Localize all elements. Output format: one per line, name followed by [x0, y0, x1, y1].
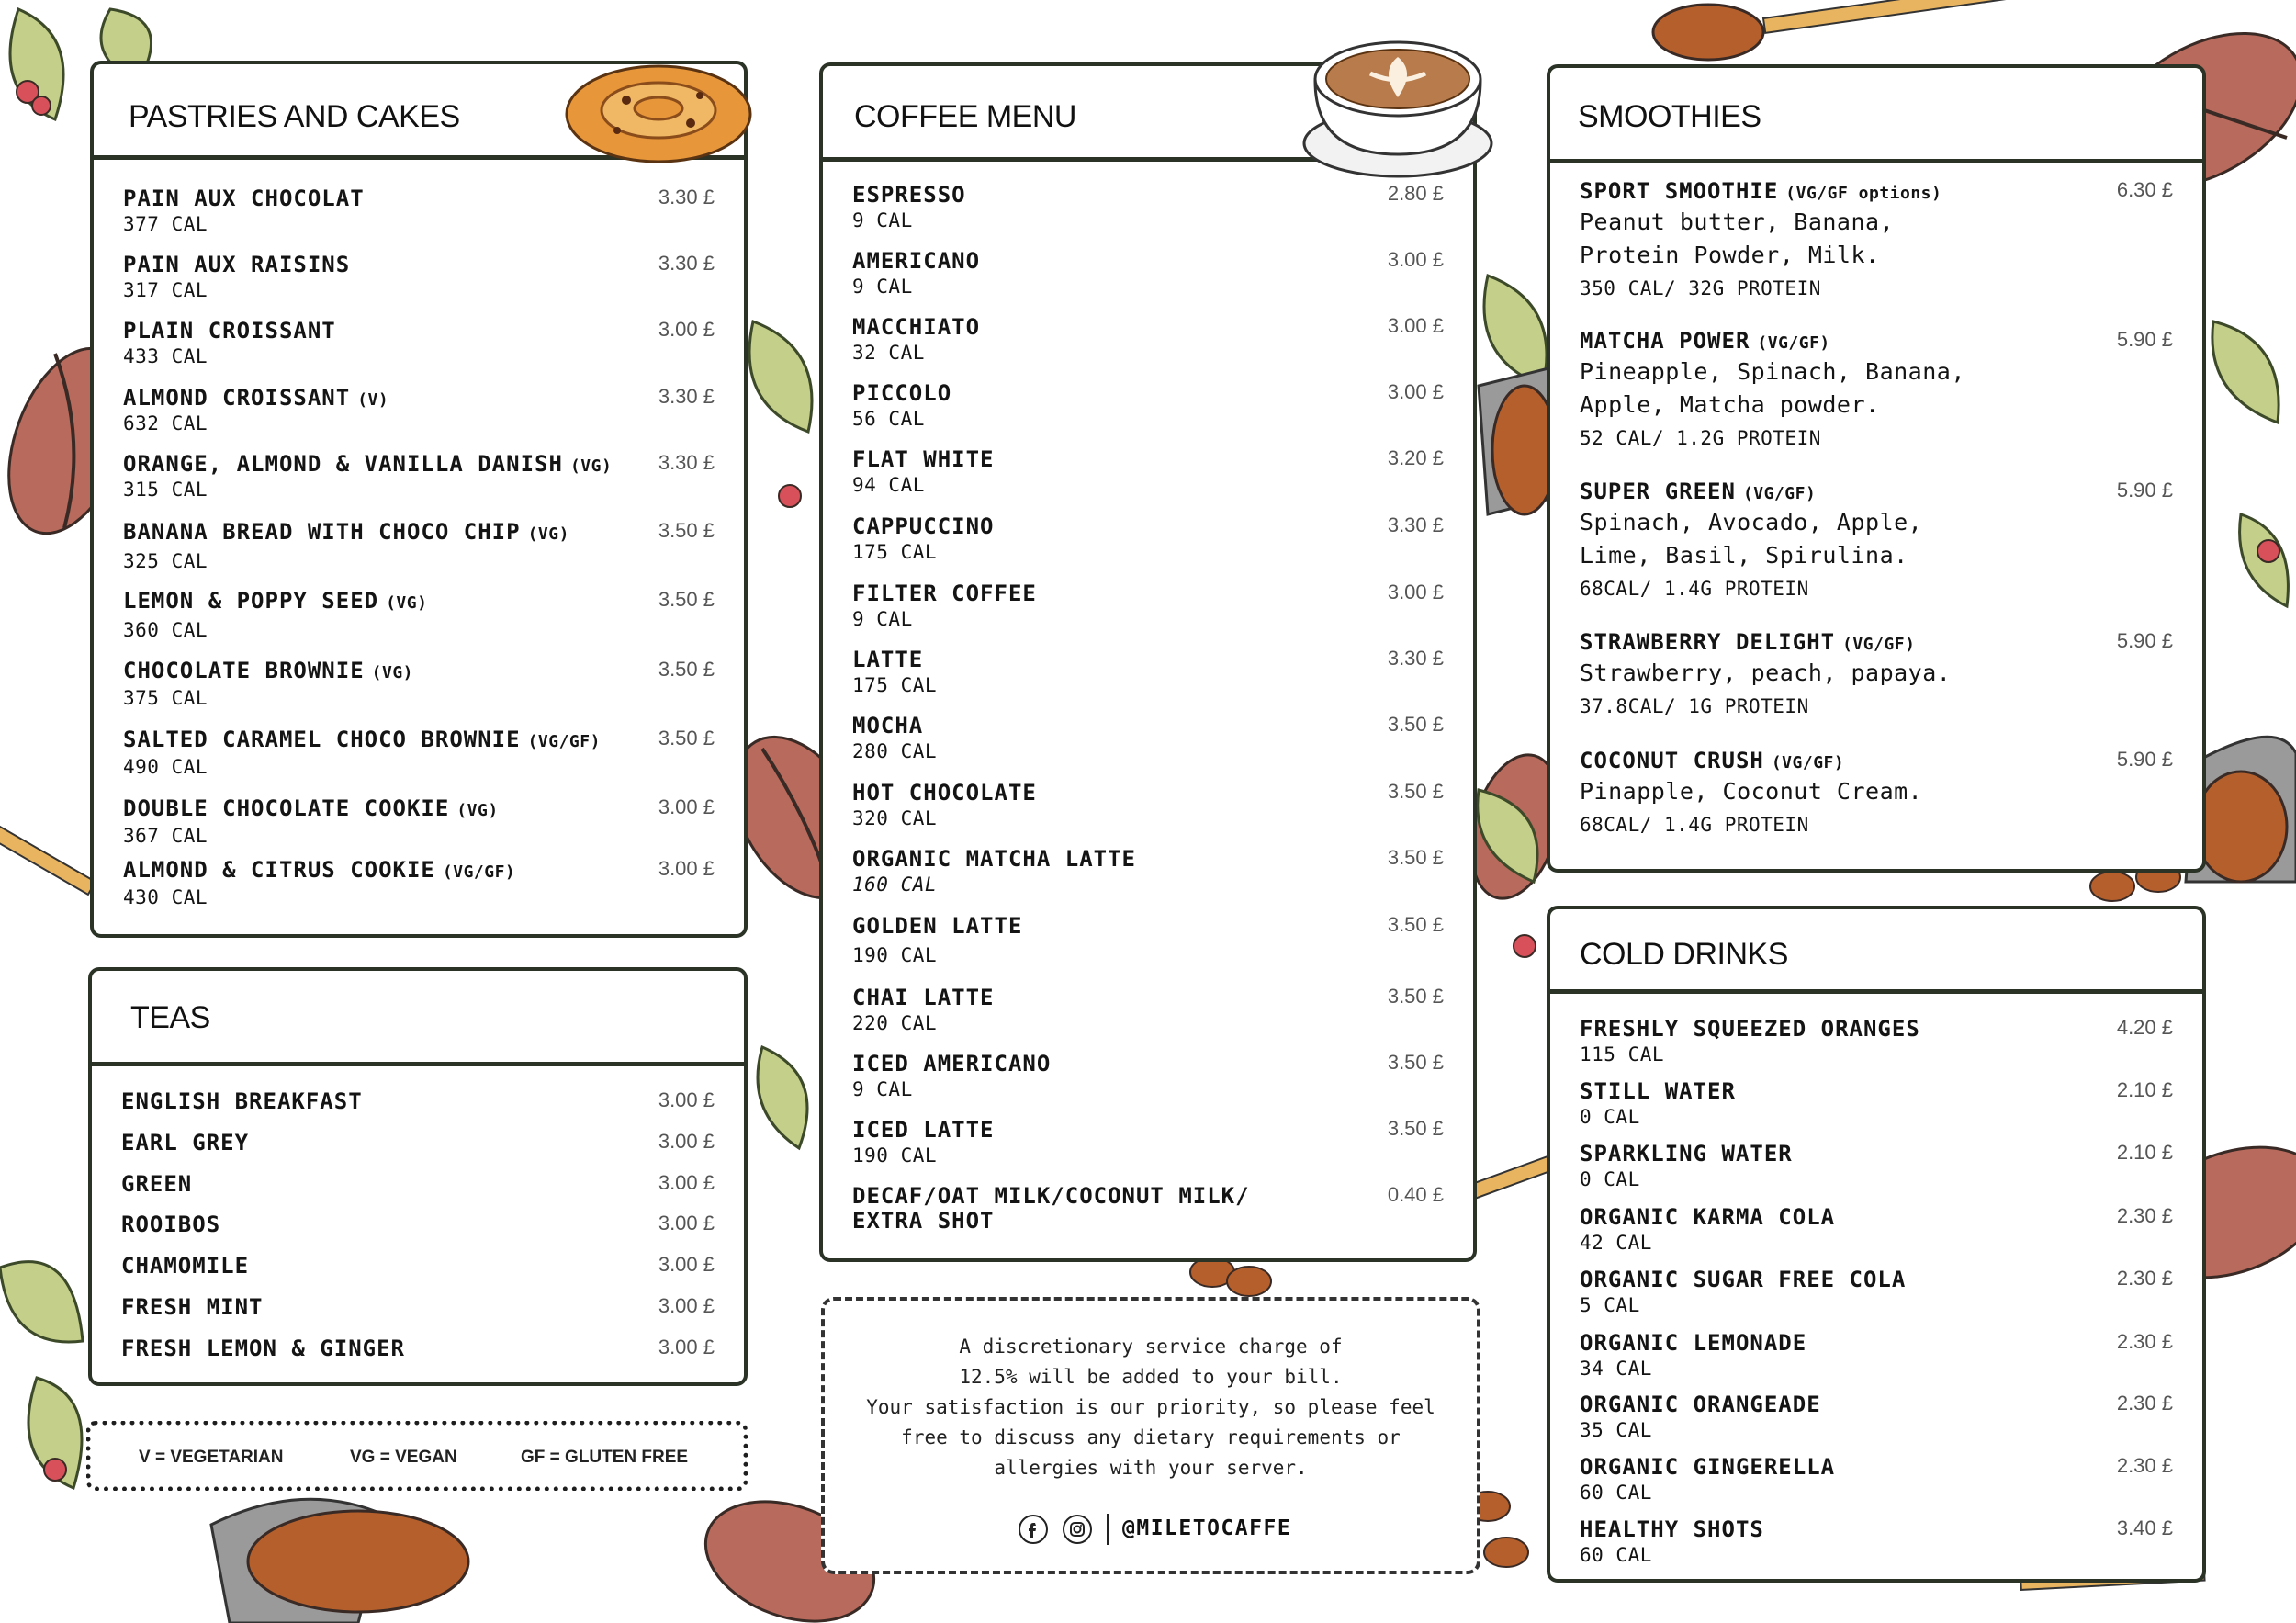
- item-tag: (VG/GF): [1757, 333, 1830, 353]
- item-price: 2.30 £: [2116, 1204, 2173, 1227]
- item-name: MOCHA: [852, 713, 924, 738]
- item-price: 2.30 £: [2116, 1454, 2173, 1477]
- item-price: 3.30 £: [658, 451, 715, 474]
- item-name: SUPER GREEN: [1580, 479, 1736, 504]
- social-handle[interactable]: @MILETOCAFFE: [1122, 1516, 1292, 1540]
- item-nutrition: 37.8CAL/ 1G PROTEIN: [1580, 695, 1809, 717]
- item-calories: 56 CAL: [852, 408, 925, 430]
- item-name: MATCHA POWER: [1580, 328, 1750, 354]
- item-calories: 375 CAL: [123, 687, 208, 709]
- item-name: MACCHIATO: [852, 314, 981, 340]
- item-nutrition: 52 CAL/ 1.2G PROTEIN: [1580, 427, 1821, 449]
- item-price: 3.30 £: [658, 252, 715, 275]
- item-name: LEMON & POPPY SEED: [123, 588, 379, 614]
- item-tag: (VG): [456, 801, 499, 820]
- service-notice: [821, 1297, 1480, 1574]
- item-calories: 632 CAL: [123, 412, 208, 434]
- item-price: 2.10 £: [2116, 1078, 2173, 1101]
- item-calories: 5 CAL: [1580, 1294, 1640, 1316]
- teas-panel: [88, 967, 748, 1386]
- item-price: 2.30 £: [2116, 1267, 2173, 1290]
- item-tag: (VG/GF): [1742, 484, 1817, 503]
- smoothies-panel: [1547, 64, 2206, 873]
- item-nutrition: 68CAL/ 1.4G PROTEIN: [1580, 578, 1809, 600]
- item-name: SALTED CARAMEL CHOCO BROWNIE: [123, 727, 521, 752]
- item-price: 3.50 £: [1387, 985, 1444, 1008]
- dietary-legend: [86, 1421, 748, 1491]
- item-price: 3.30 £: [1387, 647, 1444, 670]
- item-price: 3.00 £: [1387, 380, 1444, 403]
- item-name: PAIN AUX RAISINS: [123, 252, 351, 277]
- item-name: ORANGE, ALMOND & VANILLA DANISH: [123, 451, 563, 477]
- item-price: 2.30 £: [2116, 1330, 2173, 1353]
- instagram-icon[interactable]: [1062, 1514, 1093, 1545]
- notice-line: free to discuss any dietary requirements or: [901, 1426, 1401, 1448]
- item-calories: 433 CAL: [123, 345, 208, 367]
- item-calories: 317 CAL: [123, 279, 208, 301]
- item-calories: 9 CAL: [852, 209, 913, 231]
- item-price: 3.50 £: [1387, 713, 1444, 736]
- item-price: 3.30 £: [1387, 513, 1444, 536]
- item-name: ALMOND & CITRUS COOKIE: [123, 857, 435, 883]
- cold-drinks-title: COLD DRINKS: [1580, 937, 1788, 972]
- item-price: 3.00 £: [658, 318, 715, 341]
- item-name: DECAF/OAT MILK/COCONUT MILK/: [852, 1183, 1250, 1209]
- item-tag: (VG): [527, 524, 569, 544]
- item-price: 2.10 £: [2116, 1141, 2173, 1164]
- item-tag: (VG/GF): [1842, 635, 1916, 654]
- item-price: 2.80 £: [1387, 182, 1444, 205]
- item-name: CHOCOLATE BROWNIE: [123, 658, 365, 683]
- item-calories: 367 CAL: [123, 825, 208, 847]
- item-calories: 280 CAL: [852, 740, 938, 762]
- item-nutrition: 68CAL/ 1.4G PROTEIN: [1580, 814, 1809, 836]
- item-price: 3.00 £: [658, 1253, 715, 1276]
- item-price: 3.00 £: [658, 795, 715, 818]
- item-name: ORGANIC KARMA COLA: [1580, 1204, 1836, 1230]
- item-price: 3.50 £: [658, 588, 715, 611]
- item-name: AMERICANO: [852, 248, 981, 274]
- item-name: GREEN: [121, 1171, 193, 1197]
- pastries-panel: [90, 61, 748, 938]
- item-calories: 9 CAL: [852, 608, 913, 630]
- item-name: COCONUT CRUSH: [1580, 748, 1764, 773]
- item-calories: 377 CAL: [123, 213, 208, 235]
- coffee-title: COFFEE MENU: [854, 99, 1076, 134]
- item-price: 3.50 £: [1387, 846, 1444, 869]
- item-price: 3.50 £: [1387, 780, 1444, 803]
- item-tag: (V): [357, 390, 389, 410]
- item-name: ENGLISH BREAKFAST: [121, 1088, 363, 1114]
- item-name: PICCOLO: [852, 380, 952, 406]
- item-name: CHAMOMILE: [121, 1253, 250, 1279]
- item-name: ICED AMERICANO: [852, 1051, 1052, 1076]
- item-calories: 9 CAL: [852, 1078, 913, 1100]
- item-calories: 160 CAL: [852, 873, 938, 896]
- item-calories: 220 CAL: [852, 1012, 938, 1034]
- item-name: HOT CHOCOLATE: [852, 780, 1037, 806]
- item-price: 3.50 £: [1387, 1051, 1444, 1074]
- notice-line: Your satisfaction is our priority, so please feel: [866, 1396, 1435, 1418]
- item-calories: 35 CAL: [1580, 1419, 1652, 1441]
- notice-line: 12.5% will be added to your bill.: [959, 1366, 1343, 1388]
- item-description: Peanut butter, Banana,: [1580, 209, 1895, 235]
- item-calories: 315 CAL: [123, 479, 208, 501]
- item-calories: 175 CAL: [852, 541, 938, 563]
- item-name: SPORT SMOOTHIE: [1580, 178, 1779, 204]
- item-calories: 0 CAL: [1580, 1106, 1640, 1128]
- item-calories: 360 CAL: [123, 619, 208, 641]
- coffee-header: [823, 66, 1473, 162]
- item-name: ORGANIC GINGERELLA: [1580, 1454, 1836, 1480]
- item-tag: (VG/GF): [527, 732, 601, 751]
- item-name: ROOIBOS: [121, 1212, 221, 1237]
- item-price: 3.50 £: [658, 658, 715, 681]
- item-name: SPARKLING WATER: [1580, 1141, 1793, 1167]
- item-tag: (VG/GF): [442, 862, 516, 882]
- item-name: STRAWBERRY DELIGHT: [1580, 629, 1836, 655]
- notice-line: A discretionary service charge of: [959, 1336, 1343, 1358]
- item-description: Pinapple, Coconut Cream.: [1580, 778, 1923, 805]
- item-price: 6.30 £: [2116, 178, 2173, 201]
- item-price: 3.00 £: [658, 1171, 715, 1194]
- item-name: FRESH MINT: [121, 1294, 264, 1320]
- item-price: 3.00 £: [658, 1294, 715, 1317]
- item-name: CHAI LATTE: [852, 985, 995, 1010]
- item-name: CAPPUCCINO: [852, 513, 995, 539]
- legend-gluten-free: GF = GLUTEN FREE: [521, 1448, 689, 1467]
- coffee-scoop-icon: [211, 1499, 468, 1623]
- coffee-panel: [819, 62, 1477, 1262]
- item-calories: 430 CAL: [123, 886, 208, 908]
- item-name: ORGANIC ORANGEADE: [1580, 1392, 1821, 1417]
- item-name: STILL WATER: [1580, 1078, 1736, 1104]
- legend-vegetarian: V = VEGETARIAN: [139, 1448, 284, 1467]
- item-description: Spinach, Avocado, Apple,: [1580, 509, 1923, 535]
- item-price: 3.50 £: [658, 519, 715, 542]
- smoothies-header: [1550, 68, 2202, 163]
- cold-drinks-panel: [1547, 906, 2206, 1583]
- item-name: GOLDEN LATTE: [852, 913, 1023, 939]
- item-calories: 32 CAL: [852, 342, 925, 364]
- item-price: 3.00 £: [658, 1336, 715, 1358]
- item-calories: 94 CAL: [852, 474, 925, 496]
- item-tag: (VG/GF options): [1785, 184, 1942, 203]
- item-price: 3.50 £: [1387, 1117, 1444, 1140]
- item-calories: 190 CAL: [852, 944, 938, 966]
- item-name: LATTE: [852, 647, 924, 672]
- item-price: 3.00 £: [658, 1130, 715, 1153]
- item-calories: 42 CAL: [1580, 1232, 1652, 1254]
- item-price: 3.50 £: [1387, 913, 1444, 936]
- item-name: ORGANIC SUGAR FREE COLA: [1580, 1267, 1907, 1292]
- item-description: Pineapple, Spinach, Banana,: [1580, 358, 1965, 385]
- item-price: 5.90 £: [2116, 479, 2173, 502]
- item-name: ORGANIC MATCHA LATTE: [852, 846, 1136, 872]
- item-name: EARL GREY: [121, 1130, 250, 1155]
- item-price: 3.50 £: [658, 727, 715, 750]
- item-calories: 175 CAL: [852, 674, 938, 696]
- item-name: BANANA BREAD WITH CHOCO CHIP: [123, 519, 521, 545]
- item-price: 0.40 £: [1387, 1183, 1444, 1206]
- item-price: 3.00 £: [1387, 248, 1444, 271]
- item-price: 4.20 £: [2116, 1016, 2173, 1039]
- teas-header: [92, 971, 744, 1066]
- item-price: 3.20 £: [1387, 446, 1444, 469]
- item-name: PLAIN CROISSANT: [123, 318, 336, 344]
- divider: [1107, 1514, 1109, 1545]
- item-description: Apple, Matcha powder.: [1580, 391, 1880, 418]
- pastries-header: [94, 64, 744, 160]
- item-price: 5.90 £: [2116, 328, 2173, 351]
- item-price: 5.90 £: [2116, 748, 2173, 771]
- item-tag: (VG): [569, 456, 613, 476]
- coffee-cup-icon: [1297, 26, 1499, 182]
- item-price: 3.00 £: [658, 1088, 715, 1111]
- item-calories: 34 CAL: [1580, 1358, 1652, 1380]
- item-name: FLAT WHITE: [852, 446, 995, 472]
- teas-title: TEAS: [130, 1000, 210, 1035]
- item-calories: 490 CAL: [123, 756, 208, 778]
- facebook-icon[interactable]: [1018, 1514, 1049, 1545]
- item-description: Lime, Basil, Spirulina.: [1580, 542, 1908, 569]
- item-name: FRESHLY SQUEEZED ORANGES: [1580, 1016, 1920, 1042]
- item-price: 3.30 £: [658, 186, 715, 209]
- item-name: HEALTHY SHOTS: [1580, 1516, 1764, 1542]
- item-price: 5.90 £: [2116, 629, 2173, 652]
- coffee-scoop-icon: [1653, 0, 2020, 60]
- item-name: ALMOND CROISSANT: [123, 385, 351, 411]
- item-price: 3.00 £: [1387, 580, 1444, 603]
- notice-line: allergies with your server.: [994, 1457, 1308, 1479]
- item-name: DOUBLE CHOCOLATE COOKIE: [123, 795, 450, 821]
- item-calories: 60 CAL: [1580, 1544, 1652, 1566]
- legend-vegan: VG = VEGAN: [350, 1448, 457, 1467]
- item-tag: (VG/GF): [1771, 753, 1845, 772]
- item-nutrition: 350 CAL/ 32G PROTEIN: [1580, 277, 1821, 299]
- pastries-title: PASTRIES AND CAKES: [129, 99, 460, 134]
- smoothies-title: SMOOTHIES: [1578, 99, 1761, 134]
- item-price: 3.00 £: [1387, 314, 1444, 337]
- item-price: 3.00 £: [658, 857, 715, 880]
- item-name: ICED LATTE: [852, 1117, 995, 1143]
- item-calories: 0 CAL: [1580, 1168, 1640, 1190]
- item-calories: 320 CAL: [852, 807, 938, 829]
- item-name: FILTER COFFEE: [852, 580, 1037, 606]
- item-calories: 325 CAL: [123, 550, 208, 572]
- item-name: ESPRESSO: [852, 182, 966, 208]
- item-price: 2.30 £: [2116, 1392, 2173, 1414]
- item-price: 3.30 £: [658, 385, 715, 408]
- item-name: PAIN AUX CHOCOLAT: [123, 186, 365, 211]
- item-name: ORGANIC LEMONADE: [1580, 1330, 1807, 1356]
- item-tag: (VG): [386, 593, 428, 613]
- item-price: 3.00 £: [658, 1212, 715, 1234]
- cold-drinks-header: [1550, 909, 2202, 994]
- pastry-icon: [562, 59, 755, 169]
- item-description: Protein Powder, Milk.: [1580, 242, 1880, 268]
- item-tag: (VG): [371, 663, 413, 682]
- item-price: 3.40 £: [2116, 1516, 2173, 1539]
- item-calories: 9 CAL: [852, 276, 913, 298]
- item-name-line2: EXTRA SHOT: [852, 1208, 995, 1234]
- social-links: [825, 1514, 1477, 1550]
- item-calories: 60 CAL: [1580, 1482, 1652, 1504]
- item-calories: 115 CAL: [1580, 1043, 1665, 1065]
- item-calories: 190 CAL: [852, 1144, 938, 1167]
- item-name: FRESH LEMON & GINGER: [121, 1336, 405, 1361]
- item-description: Strawberry, peach, papaya.: [1580, 659, 1952, 686]
